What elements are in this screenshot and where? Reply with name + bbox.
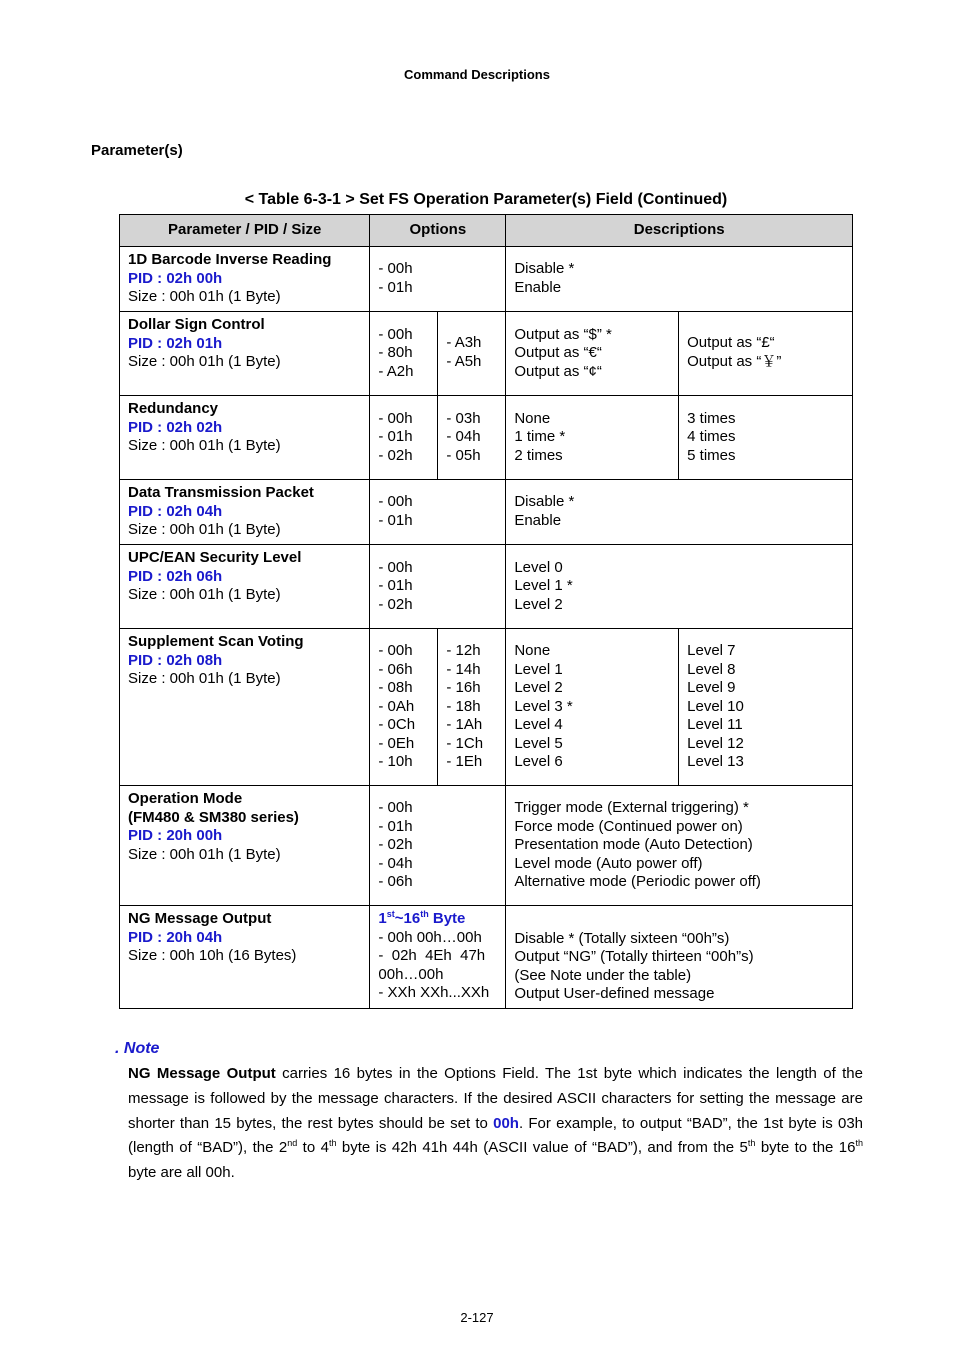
parameter-pid: PID : 20h 00h (128, 827, 223, 845)
option-value: - 01h (378, 279, 413, 296)
note-title: . Note (115, 1040, 160, 1057)
option-value: - 1Ch (446, 734, 484, 752)
table-row (120, 312, 853, 396)
option-value: - 10h (378, 753, 413, 771)
options-cell (370, 480, 506, 545)
options-cell (370, 786, 506, 906)
option-value: - 00h (378, 325, 413, 343)
description-value: Enable (514, 279, 562, 296)
parameter-name: Redundancy (128, 400, 219, 417)
parameter-pid: PID : 02h 02h (128, 418, 223, 436)
description-value: Disable * (514, 493, 575, 511)
description-value: Trigger mode (External triggering) * (514, 799, 749, 817)
option-value: - 00h (378, 641, 413, 659)
description-value: Output as “¢“ (514, 362, 602, 380)
table-caption: < Table 6-3-1 > Set FS Operation Parameter(s) Field (Continued) (244, 191, 728, 208)
option-value: - 12h (446, 641, 481, 659)
option-value: - XXh XXh...XXh (378, 984, 490, 1002)
options-cell-2 (438, 629, 506, 786)
options-cell (370, 545, 506, 629)
parameter-size: Size : 00h 01h (1 Byte) (128, 353, 281, 371)
parameter-size: Size : 00h 10h (16 Bytes) (128, 947, 297, 965)
column-header: Descriptions (506, 215, 853, 247)
option-value: - 03h (446, 409, 481, 427)
parameter-table (119, 214, 853, 1009)
description-value: 1 time * (514, 428, 566, 446)
description-value: Output as “$” * (514, 325, 612, 343)
option-value: - 02h (378, 595, 413, 613)
description-value: Level 6 (514, 753, 563, 771)
description-value: Level 8 (687, 660, 736, 678)
descriptions-cell (506, 396, 679, 480)
description-value: Level 4 (514, 716, 563, 734)
description-value: Level 2 (514, 595, 563, 613)
option-value: - 16h (446, 679, 481, 697)
option-value: - A2h (378, 362, 414, 380)
description-value: Level 11 (687, 716, 743, 734)
parameter-size: Size : 00h 01h (1 Byte) (128, 586, 281, 604)
parameter-pid: PID : 20h 04h (128, 928, 223, 946)
descriptions-cell (506, 906, 853, 1009)
description-value: Output as “￥” (687, 352, 782, 370)
description-value: Disable * (514, 260, 575, 278)
option-value: - 06h (378, 660, 413, 678)
parameter-size: Size : 00h 01h (1 Byte) (128, 437, 281, 455)
table-row (120, 480, 853, 545)
note-highlight: 00h (493, 1114, 519, 1132)
description-value: Output as “£“ (687, 334, 775, 351)
parameter-pid: PID : 02h 08h (128, 651, 223, 669)
option-value: - 01h (378, 512, 413, 529)
options-cell (370, 906, 506, 1009)
description-value: Force mode (Continued power on) (514, 817, 743, 835)
option-value: - 08h (378, 679, 413, 697)
parameter-cell (120, 396, 370, 480)
description-value: Disable * (Totally sixteen “00h”s) (514, 929, 730, 947)
option-value: - 00h (378, 260, 413, 278)
options-cell (370, 247, 506, 312)
option-value: - 04h (446, 428, 481, 446)
option-value: - 02h (378, 446, 413, 464)
option-value: - 04h (378, 854, 413, 872)
description-value: None (514, 641, 551, 659)
option-value: - 1Ah (446, 716, 483, 734)
description-value: (See Note under the table) (514, 966, 692, 984)
option-value: - 0Eh (378, 734, 415, 752)
parameter-cell (120, 545, 370, 629)
description-value: Level 2 (514, 679, 563, 697)
parameter-name: Operation Mode (128, 790, 243, 807)
parameter-name: Data Transmission Packet (128, 484, 314, 501)
parameter-name: Dollar Sign Control (128, 316, 265, 333)
option-value: 00h…00h (378, 965, 444, 983)
description-value: Alternative mode (Periodic power off) (514, 873, 761, 891)
option-value: - 00h (378, 558, 413, 576)
page-number: 2-127 (460, 1310, 494, 1325)
parameter-cell (120, 312, 370, 396)
options-cell-2 (438, 396, 506, 480)
option-value: - 18h (446, 697, 481, 715)
option-value: - A5h (446, 352, 482, 370)
description-value: 3 times (687, 409, 736, 427)
description-value: 4 times (687, 428, 736, 446)
description-value: Level 1 * (514, 577, 573, 595)
parameter-pid: PID : 02h 00h (128, 269, 223, 287)
descriptions-cell (506, 480, 853, 545)
description-value: None (514, 409, 551, 427)
descriptions-cell (506, 786, 853, 906)
option-value: - 06h (378, 873, 413, 891)
option-value: - 1Eh (446, 753, 483, 771)
table-row (120, 545, 853, 629)
table-row (120, 247, 853, 312)
parameter-name: Supplement Scan Voting (128, 633, 304, 650)
description-value: Level 9 (687, 679, 736, 697)
table-row (120, 786, 853, 906)
option-value: - 00h (378, 409, 413, 427)
descriptions-cell (506, 247, 853, 312)
option-value: - 0Ch (378, 716, 416, 734)
description-value: Output User-defined message (514, 985, 715, 1003)
description-value: Enable (514, 512, 562, 529)
parameter-size: Size : 00h 01h (1 Byte) (128, 670, 281, 688)
option-value: - 02h (378, 836, 413, 854)
descriptions-cell (506, 629, 679, 786)
options-cell-2 (438, 312, 506, 396)
description-value: Output as “€“ (514, 344, 602, 362)
description-value: Level 1 (514, 660, 563, 678)
parameter-size: Size : 00h 01h (1 Byte) (128, 521, 281, 539)
parameter-cell (120, 247, 370, 312)
parameter-size: Size : 00h 01h (1 Byte) (128, 288, 281, 306)
parameter-name: UPC/EAN Security Level (128, 549, 302, 566)
table-row (120, 629, 853, 786)
parameter-pid: PID : 02h 04h (128, 502, 223, 520)
note-bold-lead: NG Message Output (128, 1065, 276, 1082)
options-cell (370, 629, 438, 786)
descriptions-cell-2 (679, 629, 853, 786)
option-value: - 0Ah (378, 697, 415, 715)
option-value: - 00h (378, 493, 413, 511)
description-value: Level mode (Auto power off) (514, 854, 703, 872)
option-value: - 01h (378, 428, 413, 446)
options-byte-range: 1st~16th Byte (378, 909, 466, 927)
parameter-cell (120, 786, 370, 906)
description-value: Level 10 (687, 697, 744, 715)
option-value: - 05h (446, 446, 481, 464)
parameter-cell (120, 480, 370, 545)
parameter-name: NG Message Output (128, 910, 272, 927)
options-cell (370, 396, 438, 480)
description-value: 2 times (514, 446, 563, 464)
column-header: Parameter / PID / Size (120, 215, 370, 247)
option-value: - 80h (378, 344, 413, 362)
parameter-name: 1D Barcode Inverse Reading (128, 251, 332, 268)
option-value: - 01h (378, 817, 413, 835)
parameter-size: Size : 00h 01h (1 Byte) (128, 845, 281, 863)
description-value: Level 3 * (514, 697, 573, 715)
parameter-cell (120, 629, 370, 786)
parameter-pid: PID : 02h 01h (128, 334, 223, 352)
parameter-pid: PID : 02h 06h (128, 567, 223, 585)
option-value: - 00h (378, 799, 413, 817)
description-value: Level 12 (687, 734, 744, 752)
description-value: Level 7 (687, 641, 736, 659)
option-value: - 14h (446, 660, 481, 678)
description-value: 5 times (687, 446, 736, 464)
option-value: - A3h (446, 334, 482, 351)
table-row (120, 906, 853, 1009)
table-row (120, 396, 853, 480)
description-value: Level 13 (687, 753, 744, 771)
description-value: Output “NG” (Totally thirteen “00h”s) (514, 948, 754, 966)
descriptions-cell (506, 312, 679, 396)
descriptions-cell-2 (679, 396, 853, 480)
note-body: NG Message Output carries 16 bytes in the Options Field. The 1st byte which indicates the length of the message is followed by the message characters. If the desired ASCII characters for setting the message are shorter than 15 bytes, the rest bytes should be set to 00h. For example, to output “BAD”, the 1st byte is 03h (length of “BAD”), the 2nd to 4th byte is 42h 41h 44h (ASCII value of “BAD”), and from the 5th byte to the 16th byte are all 00h. (128, 1065, 864, 1182)
option-value: - 01h (378, 577, 413, 595)
parameter-cell (120, 906, 370, 1009)
table-header-row (120, 215, 853, 247)
option-value: - 02h 4Eh 47h (378, 947, 486, 965)
option-value: - 00h 00h…00h (378, 928, 482, 946)
column-header: Options (370, 215, 506, 247)
description-value: Presentation mode (Auto Detection) (514, 836, 753, 854)
descriptions-cell (506, 545, 853, 629)
section-title: Parameter(s) (91, 142, 183, 159)
description-value: Level 5 (514, 734, 563, 752)
descriptions-cell-2 (679, 312, 853, 396)
options-cell (370, 312, 438, 396)
description-value: Level 0 (514, 558, 563, 576)
page-header: Command Descriptions (404, 67, 550, 82)
parameter-name-qualifier: (FM480 & SM380 series) (128, 808, 299, 826)
